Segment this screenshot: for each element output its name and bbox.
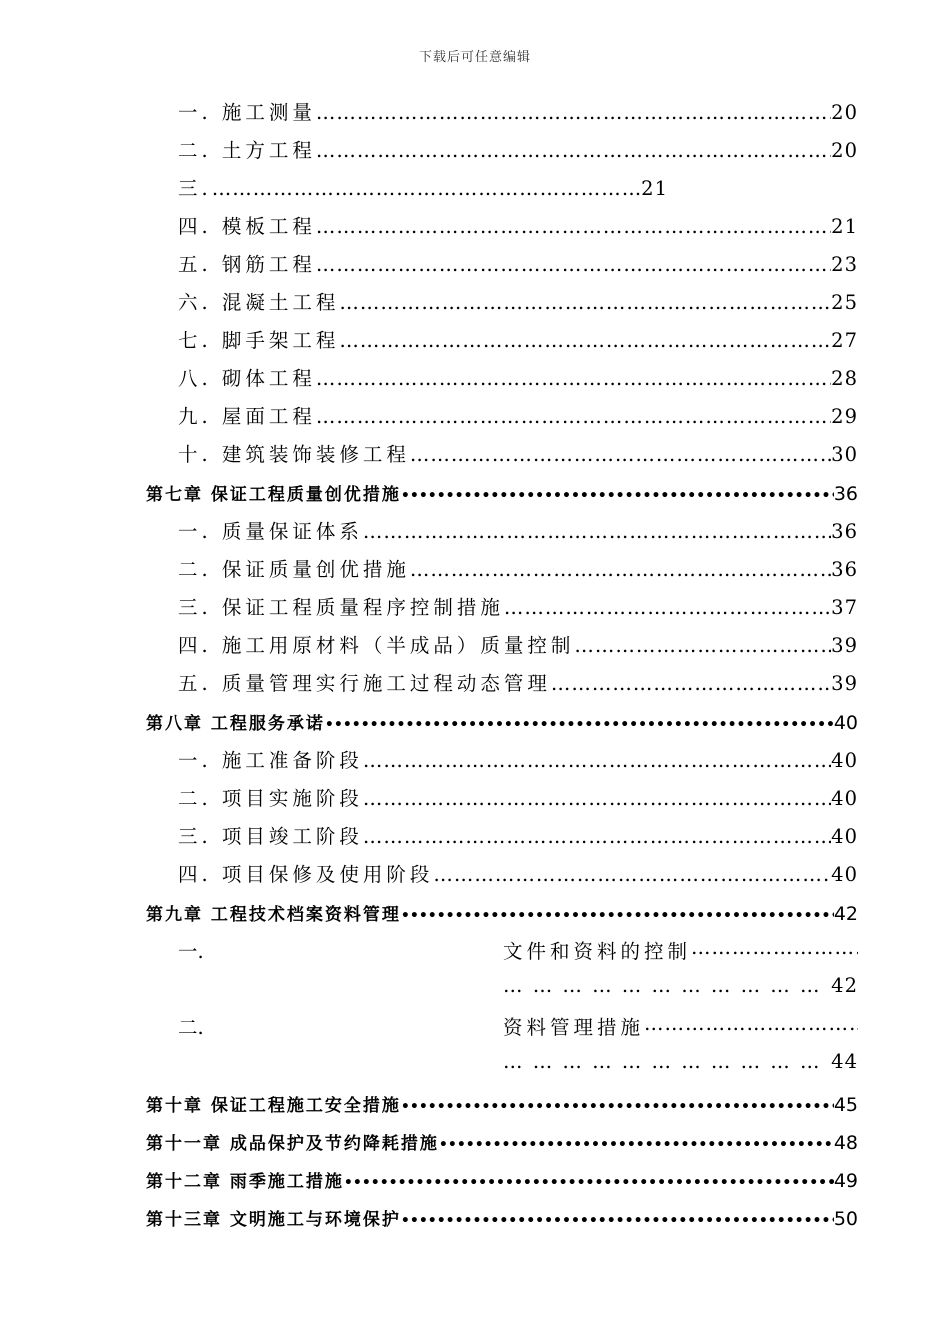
toc-leader	[401, 905, 834, 925]
toc-page-number: 29	[831, 405, 858, 428]
toc-chapter-entry[interactable]	[146, 1129, 858, 1154]
toc-entry-label: 四. 模板工程	[178, 215, 316, 238]
toc-page-number: 44	[831, 1050, 858, 1073]
toc-page-number: 23	[831, 253, 858, 276]
toc-entry-label: 一. 施工测量	[178, 101, 316, 124]
toc-entry[interactable]	[178, 249, 858, 277]
toc-leader	[691, 936, 858, 964]
toc-entry[interactable]	[178, 97, 858, 125]
toc-page-number: 30	[831, 443, 858, 466]
toc-entry-label: 七. 脚手架工程	[178, 329, 340, 352]
toc-chapter-entry[interactable]	[146, 1205, 858, 1230]
toc-leader	[401, 485, 834, 505]
page-header: 下载后可任意编辑	[418, 50, 531, 65]
toc-entry-number: 二.	[178, 1016, 204, 1039]
toc-page-number: 45	[833, 1094, 858, 1116]
toc-page-number: 21	[831, 215, 858, 238]
toc-leader	[363, 520, 831, 543]
toc-entry-continuation	[503, 974, 858, 997]
toc-page-number: 36	[833, 483, 858, 505]
toc-entry-label: 二. 土方工程	[178, 139, 316, 162]
toc-page-number: 40	[831, 863, 858, 886]
toc-entry-label: 三. 保证工程质量程序控制措施	[178, 596, 504, 619]
toc-entry[interactable]	[178, 325, 858, 353]
toc-page-number: 40	[831, 749, 858, 772]
toc-entry[interactable]	[178, 287, 858, 315]
toc-chapter-entry[interactable]	[146, 1167, 858, 1192]
toc-leader	[316, 101, 831, 124]
toc-entry-continuation	[503, 1050, 858, 1073]
toc-leader	[433, 863, 831, 886]
toc-leader	[316, 405, 831, 428]
toc-entry-label: 二. 保证质量创优措施	[178, 558, 410, 581]
toc-page-number: 40	[831, 787, 858, 810]
toc-leader	[439, 1134, 834, 1154]
toc-page-number: 37	[831, 596, 858, 619]
toc-entry[interactable]	[178, 363, 858, 391]
toc-leader	[551, 672, 831, 695]
toc-entry-label: 二. 项目实施阶段	[178, 787, 363, 810]
toc-entry-label: 六. 混凝土工程	[178, 291, 340, 314]
toc-leader	[316, 367, 831, 390]
toc-entry-label: 资料管理措施	[503, 1016, 645, 1039]
toc-entry[interactable]	[178, 668, 858, 696]
toc-chapter-label: 第九章 工程技术档案资料管理	[146, 905, 401, 925]
toc-entry[interactable]	[178, 630, 858, 658]
toc-chapter-label: 第十一章 成品保护及节约降耗措施	[146, 1134, 439, 1154]
toc-page-number: 21	[641, 177, 668, 200]
toc-page-number: 48	[833, 1132, 858, 1154]
toc-page-number: 42	[831, 974, 858, 997]
toc-entry[interactable]	[178, 783, 858, 811]
toc-leader	[503, 974, 831, 997]
toc-page-number: 39	[831, 634, 858, 657]
toc-leader	[410, 443, 831, 466]
toc-entry-label: 三.	[178, 177, 212, 200]
toc-entry[interactable]	[178, 554, 858, 582]
toc-entry-label: 四. 施工用原材料（半成品）质量控制	[178, 634, 575, 657]
toc-page-number: 50	[833, 1208, 858, 1230]
toc-page-number: 42	[833, 903, 858, 925]
toc-leader	[339, 329, 831, 352]
toc-entry[interactable]	[178, 745, 858, 773]
toc-leader	[344, 1172, 834, 1192]
toc-page-number: 36	[831, 520, 858, 543]
toc-chapter-label: 第十章 保证工程施工安全措施	[146, 1096, 401, 1116]
toc-leader	[401, 1210, 834, 1230]
toc-entry[interactable]	[178, 173, 668, 201]
toc-leader	[401, 1096, 834, 1116]
toc-entry[interactable]	[178, 516, 858, 544]
toc-page-number: 27	[831, 329, 858, 352]
toc-page-number: 40	[833, 712, 858, 734]
toc-leader	[363, 749, 831, 772]
toc-leader	[574, 634, 831, 657]
toc-page-number: 25	[831, 291, 858, 314]
toc-leader	[212, 177, 641, 200]
toc-page-number: 28	[831, 367, 858, 390]
toc-leader	[339, 291, 831, 314]
toc-entry-label: 八. 砌体工程	[178, 367, 316, 390]
toc-leader	[316, 215, 831, 238]
toc-entry-label: 五. 质量管理实行施工过程动态管理	[178, 672, 551, 695]
toc-page-number: 49	[833, 1170, 858, 1192]
toc-entry[interactable]	[178, 592, 858, 620]
toc-leader	[316, 253, 831, 276]
toc-leader	[363, 825, 831, 848]
toc-entry-label: 九. 屋面工程	[178, 405, 316, 428]
toc-entry[interactable]	[178, 401, 858, 429]
toc-entry[interactable]	[503, 1012, 858, 1040]
toc-entry-label: 五. 钢筋工程	[178, 253, 316, 276]
toc-page-number: 39	[831, 672, 858, 695]
toc-entry[interactable]	[503, 936, 858, 964]
toc-entry-label: 三. 项目竣工阶段	[178, 825, 363, 848]
toc-entry-label: 一. 施工准备阶段	[178, 749, 363, 772]
toc-leader	[410, 558, 831, 581]
toc-chapter-entry[interactable]	[146, 900, 858, 925]
toc-entry[interactable]	[178, 821, 858, 849]
toc-entry[interactable]	[178, 135, 858, 163]
toc-page-number: 20	[831, 101, 858, 124]
toc-leader	[644, 1012, 858, 1040]
toc-chapter-label: 第七章 保证工程质量创优措施	[146, 485, 401, 505]
toc-entry-label: 文件和资料的控制	[503, 940, 692, 963]
toc-leader	[316, 139, 831, 162]
toc-leader	[363, 787, 831, 810]
toc-chapter-entry[interactable]	[146, 709, 858, 734]
toc-page-number: 40	[831, 825, 858, 848]
toc-entry-number: 一.	[178, 940, 204, 963]
toc-leader	[504, 596, 831, 619]
toc-chapter-label: 第十三章 文明施工与环境保护	[146, 1210, 401, 1230]
toc-page-number: 20	[831, 139, 858, 162]
toc-entry[interactable]	[178, 211, 858, 239]
toc-entry-label: 四. 项目保修及使用阶段	[178, 863, 434, 886]
toc-chapter-label: 第十二章 雨季施工措施	[146, 1172, 344, 1192]
toc-entry[interactable]	[178, 859, 858, 887]
toc-entry-label: 十. 建筑装饰装修工程	[178, 443, 410, 466]
toc-leader	[503, 1050, 831, 1073]
toc-leader	[325, 714, 834, 734]
toc-entry[interactable]	[178, 439, 858, 467]
toc-chapter-entry[interactable]	[146, 1091, 858, 1116]
toc-chapter-entry[interactable]	[146, 480, 858, 505]
toc-page-number: 36	[831, 558, 858, 581]
toc-entry-label: 一. 质量保证体系	[178, 520, 363, 543]
toc-chapter-label: 第八章 工程服务承诺	[146, 714, 325, 734]
